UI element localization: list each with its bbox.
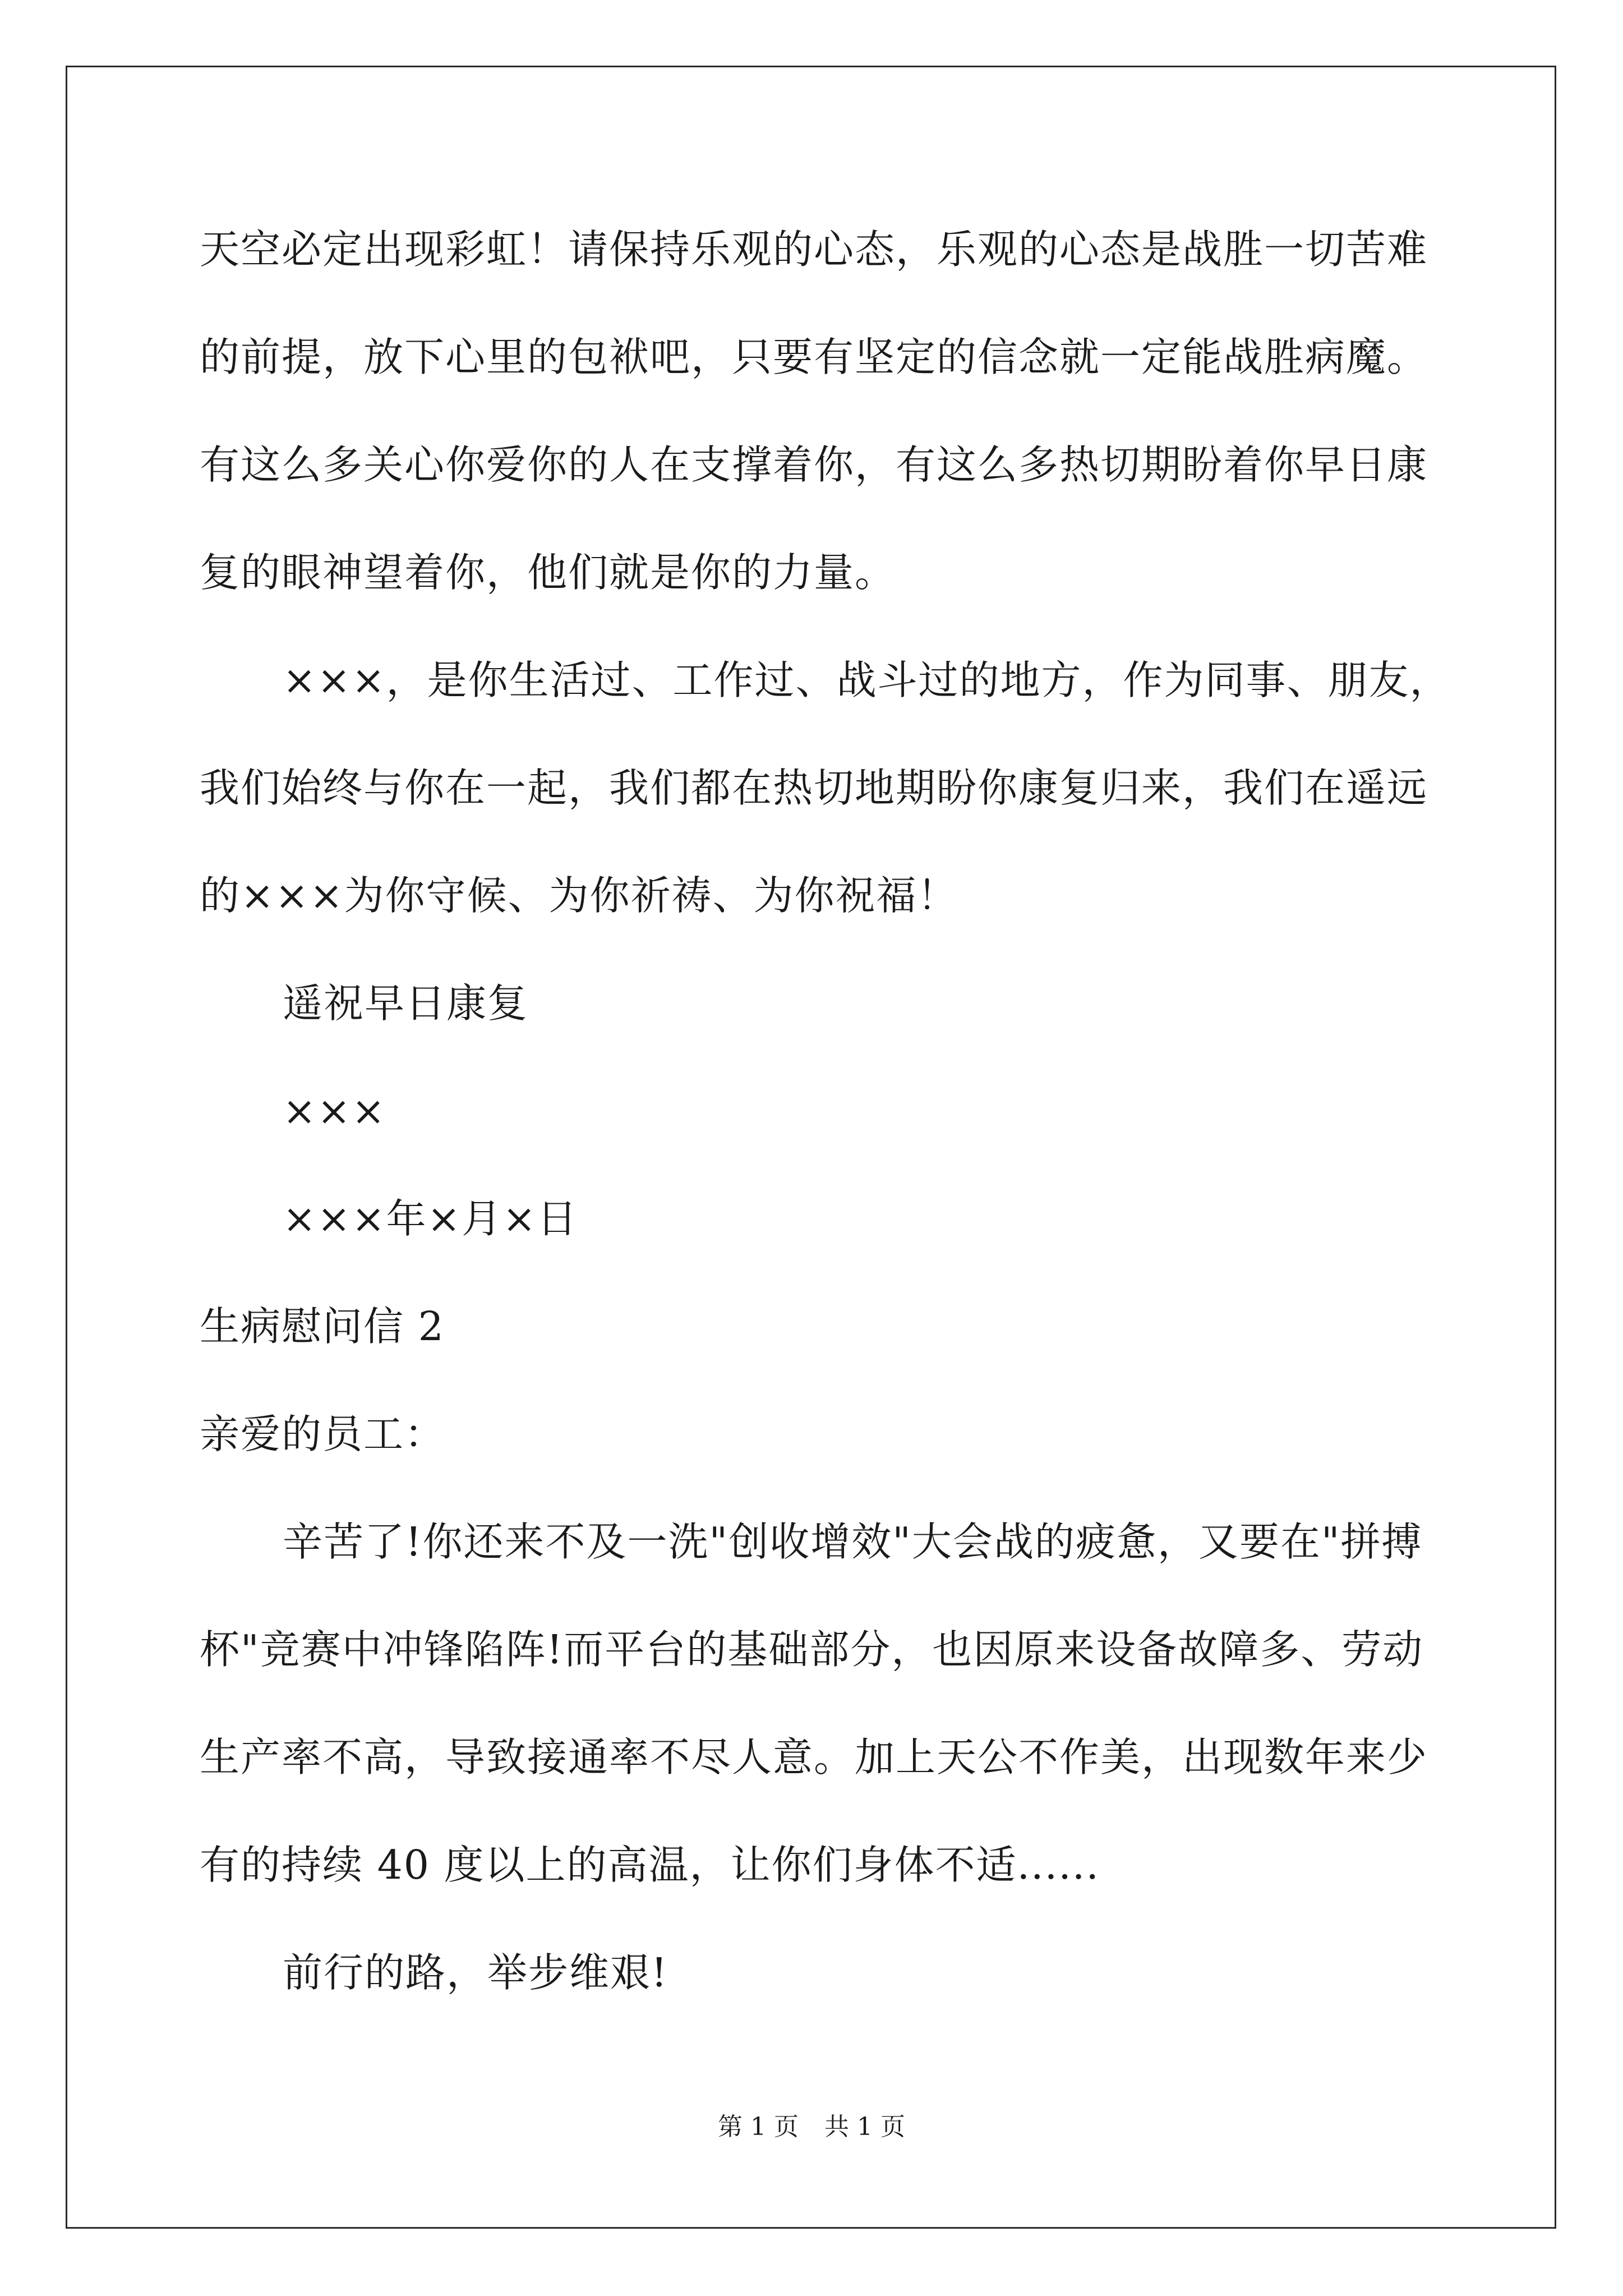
paragraph-line: 复的眼神望着你，他们就是你的力量。 bbox=[200, 549, 896, 596]
closing-wish: 遥祝早日康复 bbox=[283, 980, 529, 1027]
paragraph-line: 杯"竞赛中冲锋陷阵!而平台的基础部分，也因原来设备故障多、劳动 bbox=[200, 1626, 1424, 1673]
paragraph-line: 生产率不高，导致接通率不尽人意。加上天公不作美，出现数年来少 bbox=[200, 1734, 1428, 1780]
signature: ××× bbox=[283, 1088, 386, 1134]
salutation: 亲爱的员工： bbox=[200, 1411, 446, 1457]
page-number-current: 第 1 页 bbox=[718, 2113, 799, 2141]
paragraph-line: 的×××为你守候、为你祈祷、为你祝福！ bbox=[200, 872, 958, 919]
paragraph-line: 前行的路，举步维艰! bbox=[283, 1949, 668, 1996]
paragraph-line: ×××，是你生活过、工作过、战斗过的地方，作为同事、朋友， bbox=[283, 657, 1451, 703]
paragraph-line: 有这么多关心你爱你的人在支撑着你，有这么多热切期盼着你早日康 bbox=[200, 441, 1428, 488]
section-title: 生病慰问信 2 bbox=[200, 1303, 445, 1350]
paragraph-line: 的前提，放下心里的包袱吧，只要有坚定的信念就一定能战胜病魔。 bbox=[200, 334, 1428, 380]
paragraph-line: 有的持续 40 度以上的高温，让你们身体不适...... bbox=[200, 1842, 1100, 1888]
page-footer bbox=[0, 2106, 1623, 2142]
paragraph-line: 我们始终与你在一起，我们都在热切地期盼你康复归来，我们在遥远 bbox=[200, 765, 1428, 811]
date-line: ×××年×月×日 bbox=[283, 1195, 578, 1242]
document-body bbox=[200, 216, 1456, 2047]
paragraph-line: 天空必定出现彩虹！请保持乐观的心态，乐观的心态是战胜一切苦难 bbox=[200, 226, 1428, 273]
paragraph-line: 辛苦了!你还来不及一洗"创收增效"大会战的疲惫，又要在"拼搏 bbox=[283, 1519, 1423, 1565]
page-number-total: 共 1 页 bbox=[824, 2113, 905, 2141]
